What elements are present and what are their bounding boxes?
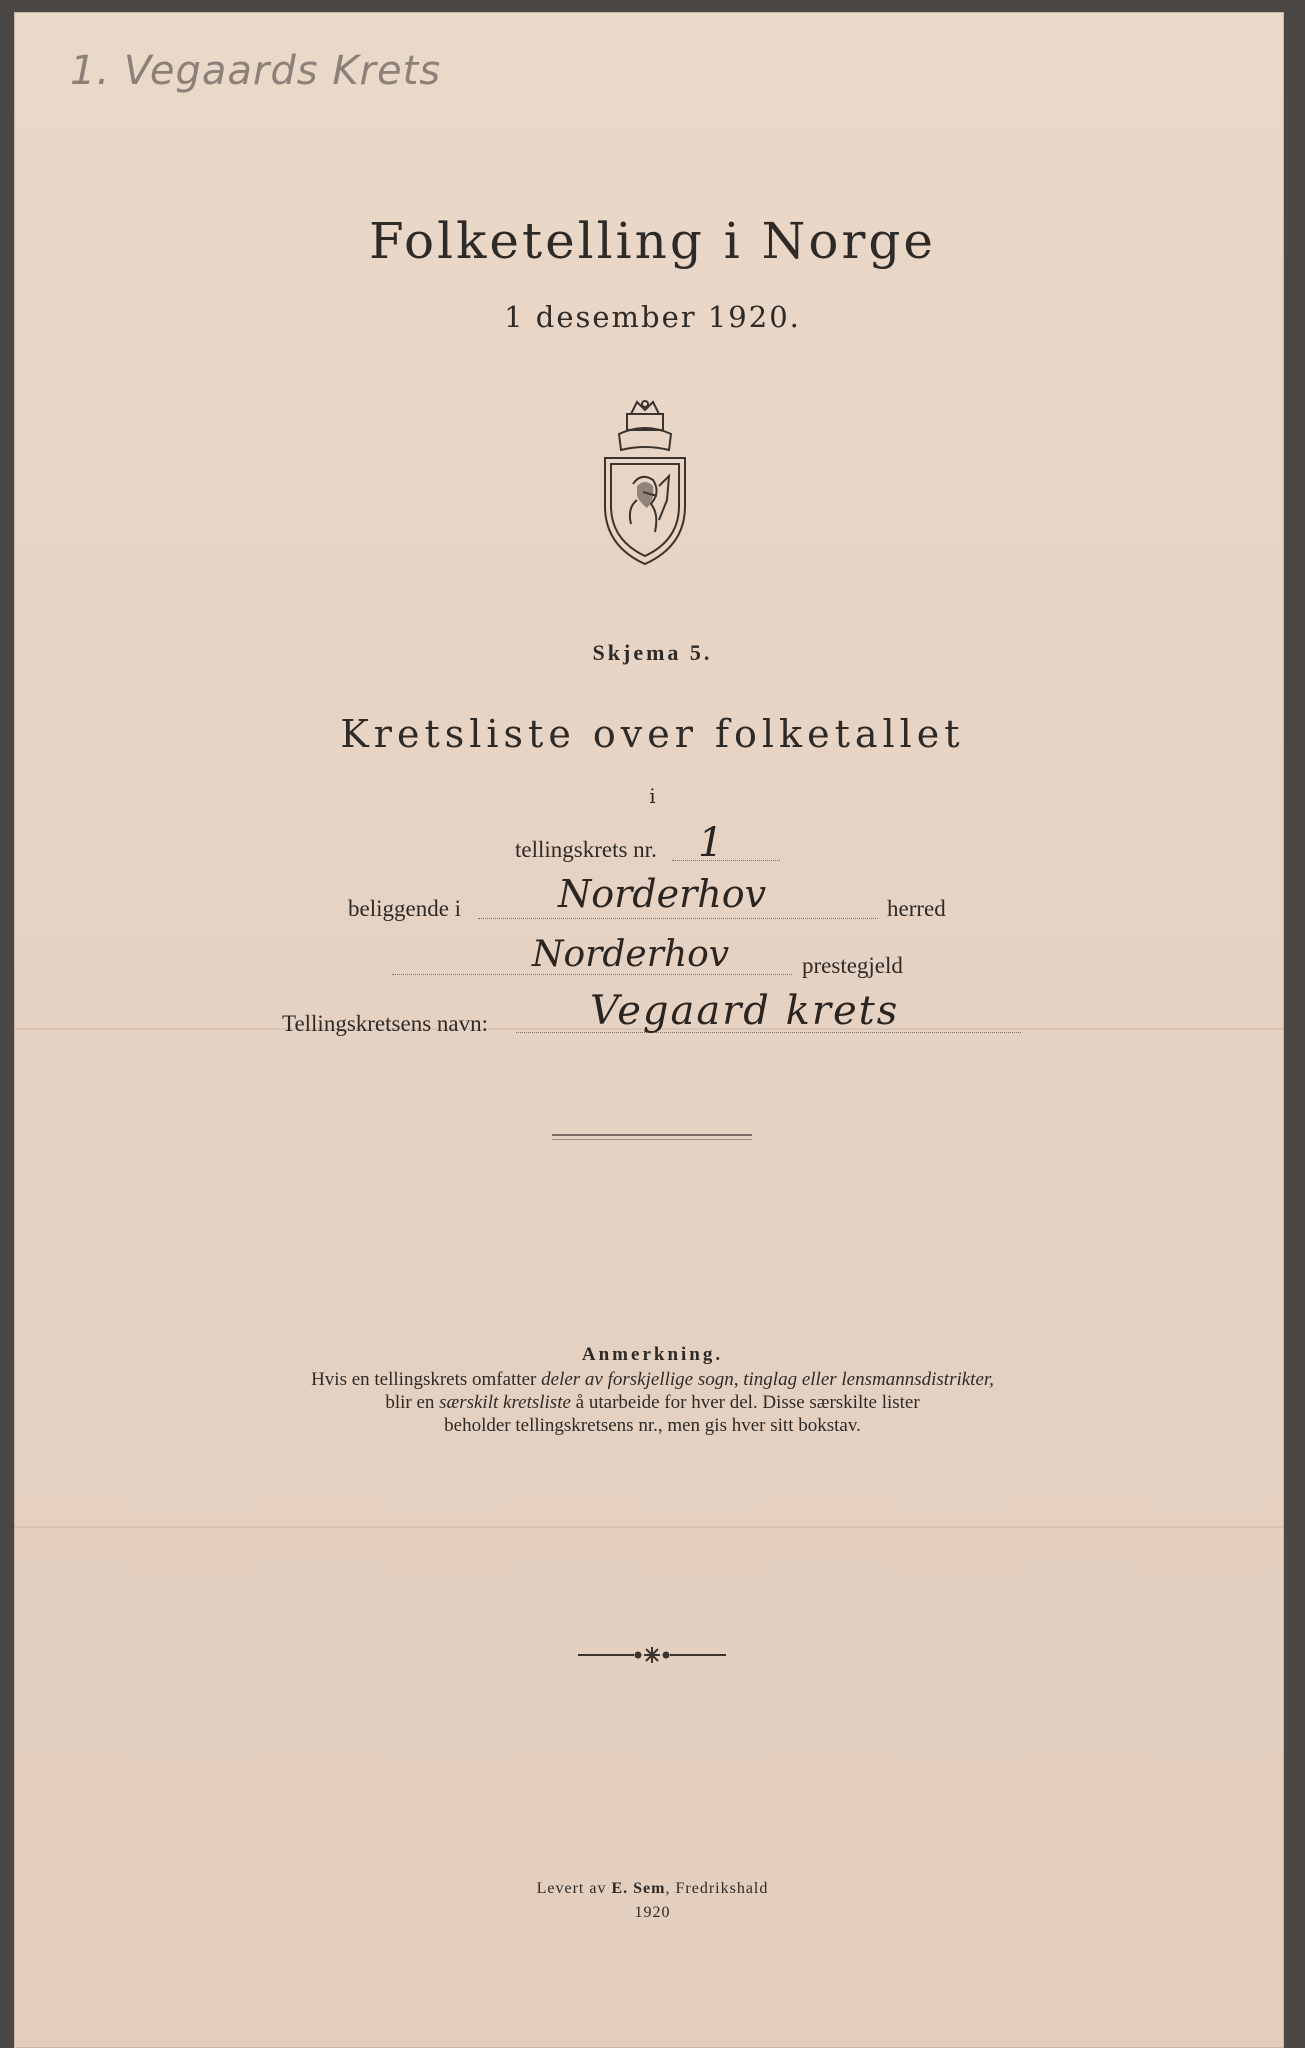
- herred-value: Norderhov: [558, 872, 767, 916]
- ornament-icon: [576, 1640, 728, 1670]
- note-line2-italic: særskilt kretsliste: [439, 1392, 571, 1413]
- printer-place: , Fredrikshald: [665, 1880, 769, 1897]
- note-line2-rest: å utarbeide for hver del. Disse særskilte lister: [570, 1392, 920, 1413]
- divider: [552, 1134, 752, 1136]
- printer-text: Levert av: [536, 1880, 612, 1897]
- print-year: 1920: [634, 1904, 671, 1921]
- prestegjeld-value: Norderhov: [532, 934, 730, 975]
- printer-line: [0, 1880, 1305, 1898]
- krets-number-label: tellingskrets nr.: [515, 837, 657, 862]
- pencil-annotation: 1. Vegaards Krets: [70, 48, 442, 94]
- divider: [552, 1139, 752, 1140]
- note-heading: Anmerkning.: [581, 1344, 724, 1365]
- note-text: [0, 1368, 1305, 1437]
- note-line1-text: Hvis en tellingskrets omfatter: [311, 1369, 542, 1390]
- krets-number-line: [672, 860, 780, 861]
- coat-of-arms-icon: [597, 396, 693, 568]
- herred-label: herred: [887, 896, 946, 921]
- preposition: i: [649, 784, 656, 808]
- prestegjeld-label: prestegjeld: [802, 953, 903, 978]
- note-line2-text: blir en: [385, 1392, 440, 1413]
- location-label: beliggende i: [348, 896, 462, 921]
- herred-line: [478, 918, 878, 919]
- document-title: Folketelling i Norge: [369, 212, 936, 270]
- list-title: Kretsliste over folketallet: [340, 712, 965, 756]
- note-line1-italic: deler av forskjellige sogn, tinglag eller lensmannsdistrikter,: [541, 1369, 994, 1390]
- page-fold: [14, 1526, 1284, 1528]
- note-line3: beholder tellingskretsens nr., men gis hver sitt bokstav.: [444, 1415, 861, 1436]
- krets-number-value: 1: [698, 820, 724, 866]
- schema-number: Skjema 5.: [592, 640, 713, 665]
- krets-name-value: Vegaard krets: [590, 988, 900, 1034]
- krets-name-label: Tellingskretsens navn:: [282, 1011, 488, 1036]
- document-date: 1 desember 1920.: [504, 300, 801, 334]
- printer-name: E. Sem: [611, 1880, 666, 1897]
